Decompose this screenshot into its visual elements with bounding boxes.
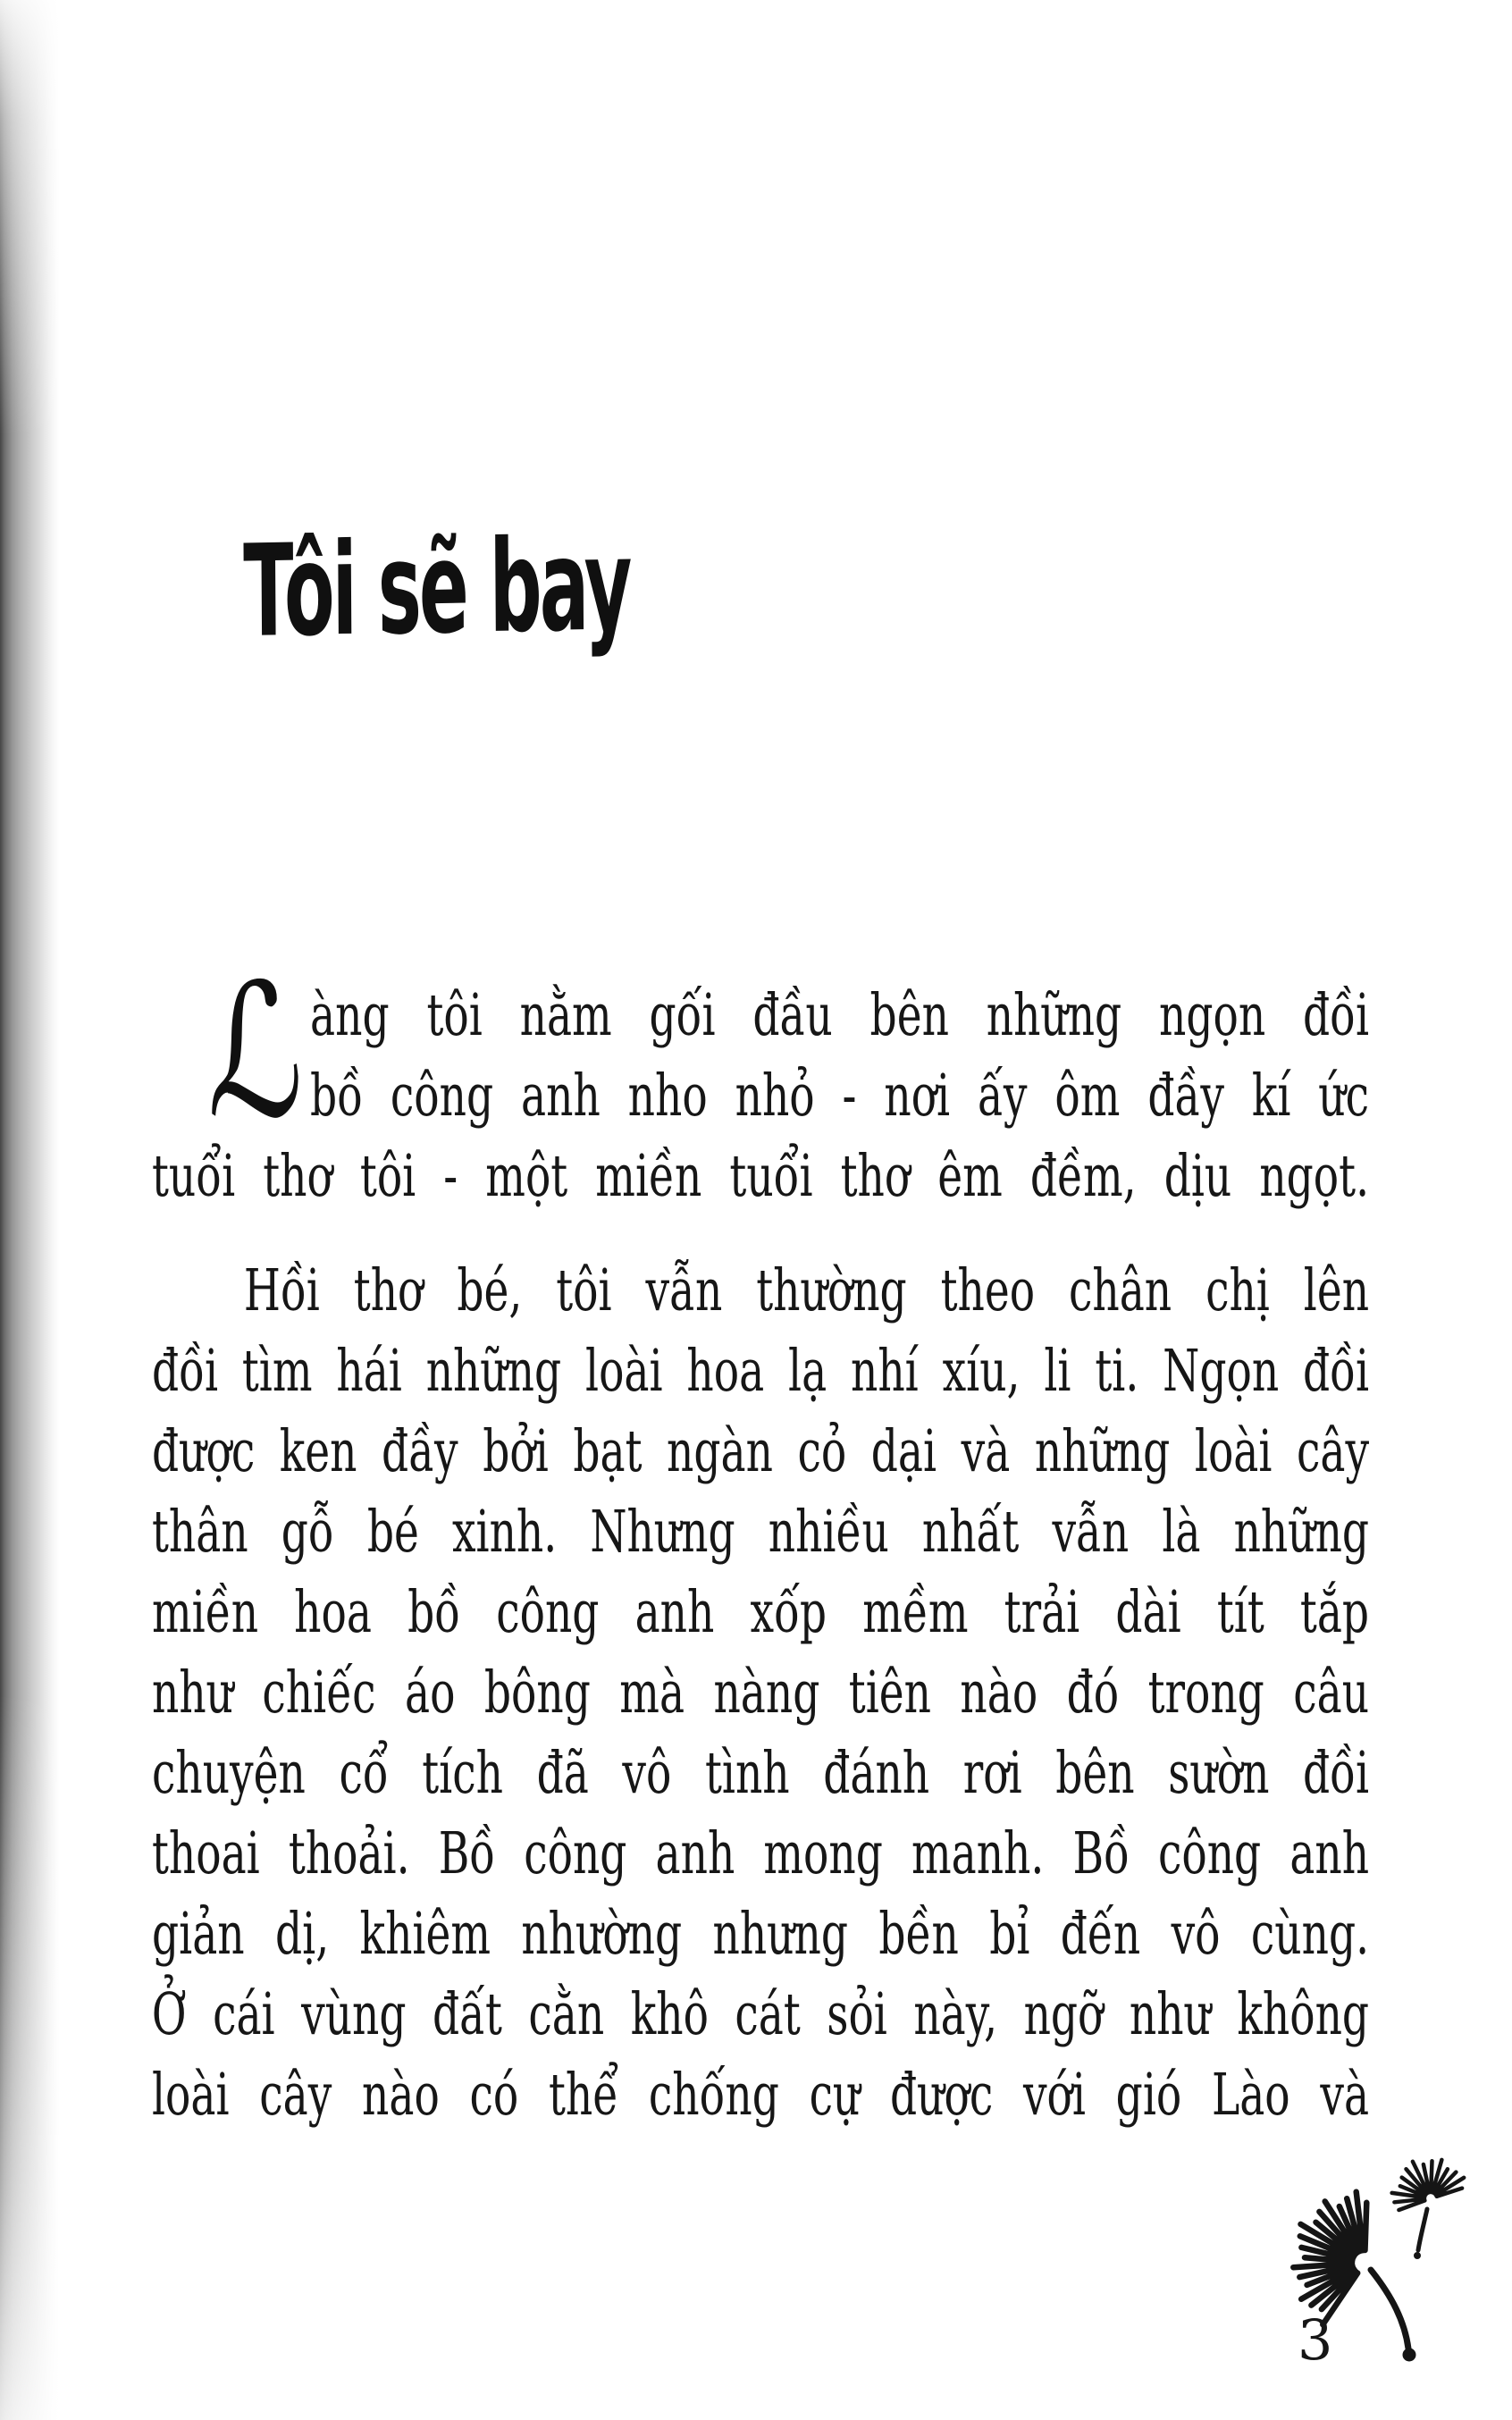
text-line: miền hoa bồ công anh xốp mềm trải dài tít tắp: [152, 1579, 1370, 1646]
text-line: tuổi thơ tôi - một miền tuổi thơ êm đềm, dịu ngọt.: [152, 1143, 1370, 1210]
paragraph: [152, 1251, 1369, 2136]
page-edge-shadow: [0, 0, 59, 2420]
text-column: [152, 945, 1370, 2136]
text-line: chuyện cổ tích đã vô tình đánh rơi bên sườn đồi: [152, 1740, 1370, 1807]
text-line: Ở cái vùng đất cằn khô cát sỏi này, ngỡ như không: [152, 1981, 1370, 2048]
text-line: Hồi thơ bé, tôi vẫn thường theo chân chị lên: [243, 1257, 1370, 1324]
text-line: thân gỗ bé xinh. Nhưng nhiều nhất vẫn là những: [152, 1499, 1370, 1566]
dandelion-stem-icon: [1371, 2270, 1408, 2349]
text-line: àng tôi nằm gối đầu bên những ngọn đồi: [310, 982, 1370, 1049]
paragraph: [152, 945, 1370, 1217]
body-text: [152, 945, 1370, 2136]
chapter-title: Tôi sẽ bay: [242, 511, 631, 666]
text-line: đồi tìm hái những loài hoa lạ nhí xíu, li ti. Ngọn đồi: [152, 1338, 1370, 1405]
text-line: thoai thoải. Bồ công anh mong manh. Bồ công anh: [152, 1820, 1370, 1887]
text-line: như chiếc áo bông mà nàng tiên nào đó trong câu: [152, 1660, 1370, 1727]
dandelion-illustration: [1251, 2152, 1501, 2375]
page-number: 3: [1298, 2307, 1333, 2373]
dandelion-seed-tip-icon: [1403, 2349, 1415, 2361]
text-line: giản dị, khiêm nhường nhưng bền bỉ đến vô cùng.: [152, 1901, 1370, 1968]
text-line: được ken đầy bởi bạt ngàn cỏ dại và những loài cây: [152, 1418, 1370, 1485]
text-line: bồ công anh nho nhỏ - nơi ấy ôm đầy kí ức: [310, 1063, 1370, 1130]
dandelion-stem-icon: [1418, 2209, 1427, 2250]
dandelion-seed-tip-icon: [1415, 2253, 1421, 2259]
dandelion-seed-head-icon: [1392, 2160, 1465, 2210]
text-line: loài cây nào có thể chống cự được với gió Lào và: [152, 2062, 1370, 2129]
drop-cap: ℒ: [207, 945, 304, 1159]
dandelion-seed-head-icon: [1293, 2192, 1366, 2325]
